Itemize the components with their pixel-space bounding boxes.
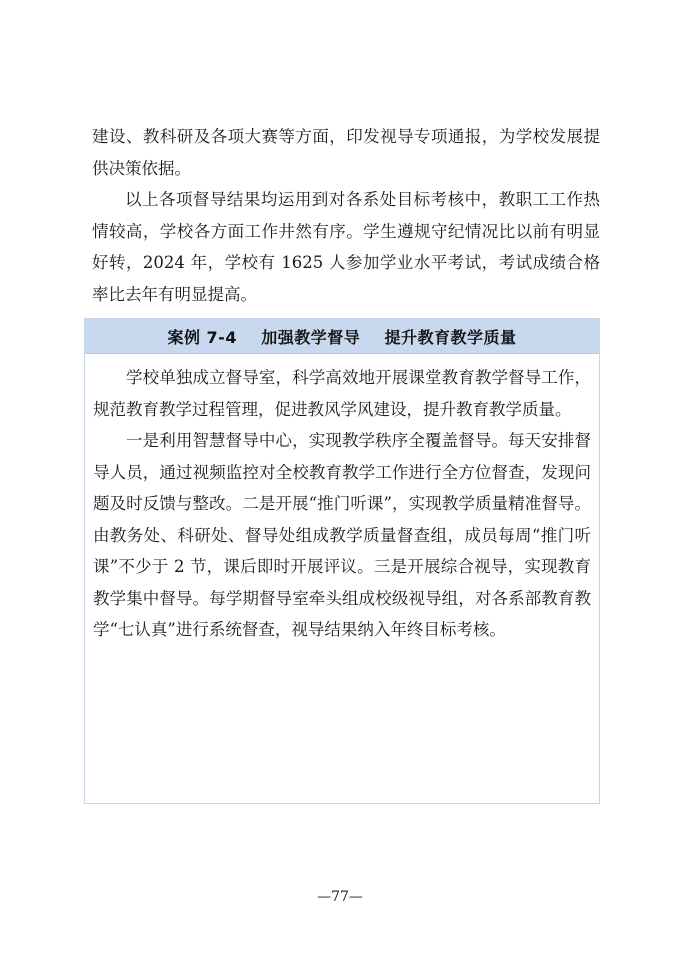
case-paragraph-intro: 学校单独成立督导室，科学高效地开展课堂教育教学督导工作，规范教育教学过程管理，促进教风学风建设，提升教育教学质量。 — [93, 368, 591, 419]
paragraph-continuation: 建设、教科研及各项大赛等方面，印发视导专项通报，为学校发展提供决策依据。 — [92, 127, 600, 178]
case-paragraph-measures: 一是利用智慧督导中心，实现教学秩序全覆盖督导。每天安排督导人员，通过视频监控对全校教育教学工作进行全方位督查，发现问题及时反馈与整改。二是开展“推门听课”，实现教学质量精准督导。由教务处、科研处、督导处组成教学质量督查组，成员每周“推门听课”不少于 2 节，课后即时开展评议。三是开展综合视导，实现教育教学集中督导。每学期督导室牵头组成校级视导组，对各系部教育教学“七认真”进行系统督查，视导结果纳入年终目标考核。 — [93, 431, 591, 639]
body-text — [92, 121, 600, 310]
page-number: —77— — [317, 889, 363, 905]
paragraph-assessment-results: 以上各项督导结果均运用到对各系处目标考核中，教职工工作热情较高，学校各方面工作井然有序。学生遵规守纪情况比以前有明显好转，2024 年，学校有 1625 人参加学业水平考试，考试成绩合格率比去年有明显提高。 — [92, 190, 600, 304]
case-study-box — [84, 318, 600, 804]
case-study-body — [85, 354, 599, 646]
case-study-title: 案例 7-4 加强教学督导 提升教育教学质量 — [85, 319, 599, 354]
